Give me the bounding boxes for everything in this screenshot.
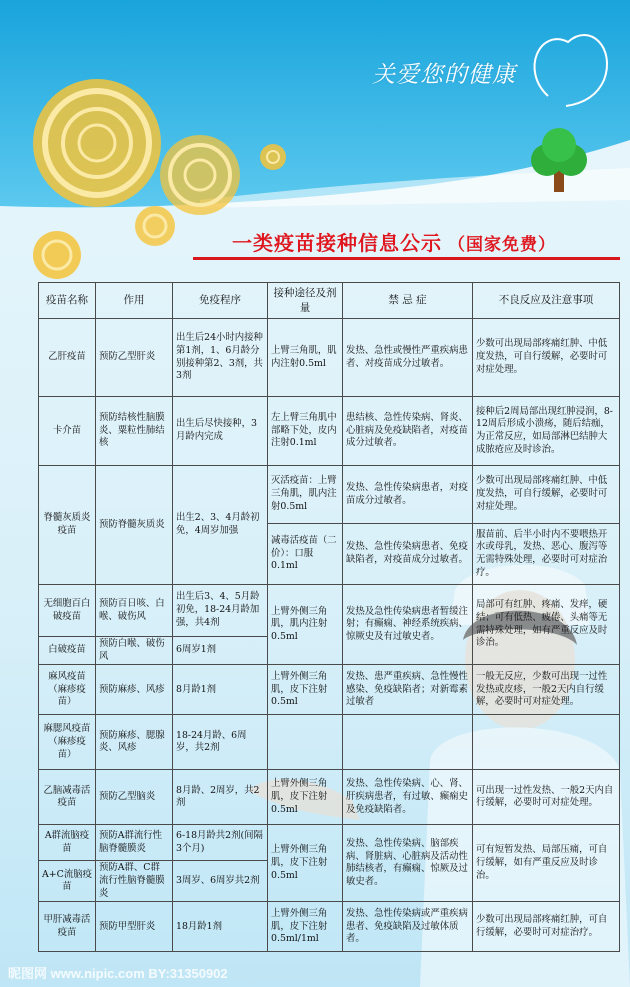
vaccine-contra: 发热、急性传染病患者、免疫缺陷者，对疫苗成分过敏者。 xyxy=(343,524,473,585)
col-header: 作用 xyxy=(96,283,173,319)
table-row xyxy=(39,902,620,952)
vaccine-effect: 预防A群、C群流行性脑脊髓膜炎 xyxy=(96,861,173,902)
vaccine-notes: 少数可出现局部疼痛红肿、中低度发热，可自行缓解，必要时可对症处理。 xyxy=(473,319,620,397)
vaccine-name: 甲肝减毒活疫苗 xyxy=(39,902,96,952)
title-main: 一类疫苗接种信息公示 xyxy=(232,231,442,255)
vaccine-effect: 预防脊髓灰质炎 xyxy=(96,466,173,585)
vaccine-notes: 一般无反应，少数可出现一过性发热或皮疹，一般2天内自行缓解，必要时可对症处理。 xyxy=(473,665,620,715)
vaccine-contra: 发热、急性传染病、脑部疾病、肾脏病、心脏病及活动性肺结核者，有癫痫、惊厥及过敏史者。 xyxy=(343,825,473,902)
vaccine-contra: 发热、患严重疾病、急性慢性感染、免疫缺陷者；对新霉素过敏者 xyxy=(343,665,473,715)
vaccine-schedule: 出生2、3、4月龄初免，4周岁加强 xyxy=(173,466,268,585)
vaccine-name: 乙脑减毒活疫苗 xyxy=(39,770,96,825)
vaccine-route xyxy=(268,715,343,770)
col-header: 禁 忌 症 xyxy=(343,283,473,319)
vaccine-effect: 预防A群流行性脑脊髓膜炎 xyxy=(96,825,173,861)
table-row xyxy=(39,466,620,524)
vaccine-effect: 预防结核性脑膜炎、粟粒性肺结核 xyxy=(96,397,173,466)
vaccine-effect: 预防麻疹、腮腺炎、风疹 xyxy=(96,715,173,770)
vaccine-notes: 可出现一过性发热、一般2天内自行缓解，必要时可对症处理。 xyxy=(473,770,620,825)
table-row xyxy=(39,665,620,715)
vaccine-schedule: 8月龄、2周岁，共2剂 xyxy=(173,770,268,825)
vaccine-name: A群流脑疫苗 xyxy=(39,825,96,861)
vaccine-notes xyxy=(473,715,620,770)
slogan: 关爱您的健康 xyxy=(372,62,516,88)
vaccine-schedule: 出生后24小时内接种第1剂，1、6月龄分别接种第2、3剂，共3剂 xyxy=(173,319,268,397)
vaccine-contra: 发热、急性或慢性严重疾病患者、对疫苗成分过敏者。 xyxy=(343,319,473,397)
vaccine-name: 麻风疫苗（麻疹疫苗） xyxy=(39,665,96,715)
table-row xyxy=(39,825,620,861)
col-header: 不良反应及注意事项 xyxy=(473,283,620,319)
table-row xyxy=(39,319,620,397)
col-header: 疫苗名称 xyxy=(39,283,96,319)
vaccine-route: 上臂三角肌，肌内注射0.5ml xyxy=(268,319,343,397)
table-row xyxy=(39,397,620,466)
vaccine-effect: 预防白喉、破伤风 xyxy=(96,637,173,665)
vaccine-schedule: 3周岁、6周岁共2剂 xyxy=(173,861,268,902)
vaccine-route: 减毒活疫苗（二价）：口服0.1ml xyxy=(268,524,343,585)
vaccine-route: 左上臂三角肌中部略下处，皮内注射0.1ml xyxy=(268,397,343,466)
page-title xyxy=(232,227,556,256)
vaccine-name: A+C流脑疫苗 xyxy=(39,861,96,902)
vaccine-name: 卡介苗 xyxy=(39,397,96,466)
table-row xyxy=(39,770,620,825)
vaccine-effect: 预防乙型脑炎 xyxy=(96,770,173,825)
vaccine-notes: 少数可出现局部疼痛红肿、中低度发热，可自行缓解，必要时可对症处理。 xyxy=(473,466,620,524)
vaccine-contra: 发热、急性传染病患者，对疫苗成分过敏者。 xyxy=(343,466,473,524)
vaccine-route: 上臂外侧三角肌，皮下注射0.5ml xyxy=(268,665,343,715)
vaccine-route: 上臂外侧三角肌，皮下注射0.5ml xyxy=(268,825,343,902)
vaccine-table xyxy=(38,282,620,952)
table-row xyxy=(39,715,620,770)
title-underline xyxy=(193,257,620,260)
col-header: 免疫程序 xyxy=(173,283,268,319)
vaccine-contra: 发热、急性传染病、心、肾、肝疾病患者，有过敏、癫痫史及免疫缺陷者。 xyxy=(343,770,473,825)
vaccine-schedule: 出生后尽快接种，3月龄内完成 xyxy=(173,397,268,466)
vaccine-notes: 服苗前、后半小时内不要喂热开水或母乳，发热、恶心、腹泻等无需特殊处理，必要时可对症治疗。 xyxy=(473,524,620,585)
vaccine-name: 脊髓灰质炎疫苗 xyxy=(39,466,96,585)
vaccine-effect: 预防乙型肝炎 xyxy=(96,319,173,397)
vaccine-schedule: 6-18月龄共2剂(间隔3个月) xyxy=(173,825,268,861)
vaccine-notes: 少数可出现局部疼痛红肿，可自行缓解，必要时可对症治疗。 xyxy=(473,902,620,952)
vaccine-contra: 患结核、急性传染病、肾炎、心脏病及免疫缺陷者，对疫苗成分过敏者。 xyxy=(343,397,473,466)
vaccine-effect: 预防甲型肝炎 xyxy=(96,902,173,952)
watermark-footer: 昵图网 www.nipic.com BY:31350902 xyxy=(8,966,228,981)
vaccine-route: 上臂外侧三角肌，皮下注射0.5ml xyxy=(268,770,343,825)
vaccine-notes: 可有短暂发热、局部压痛，可自行缓解，如有严重反应及时诊治。 xyxy=(473,825,620,902)
vaccine-effect: 预防百日咳、白喉、破伤风 xyxy=(96,585,173,637)
vaccine-name: 乙肝疫苗 xyxy=(39,319,96,397)
vaccine-contra xyxy=(343,715,473,770)
vaccine-schedule: 6周岁1剂 xyxy=(173,637,268,665)
vaccine-effect: 预防麻疹、风疹 xyxy=(96,665,173,715)
vaccine-notes: 接种后2周局部出现红肿浸润，8-12周后形成小溃疡，随后结痂，为正常反应，如局部淋巴结肿大成脓疮应及时诊治。 xyxy=(473,397,620,466)
vaccine-contra: 发热及急性传染病患者暂缓注射；有癫痫、神经系统疾病、惊厥史及有过敏史者。 xyxy=(343,585,473,665)
vaccine-name: 白破疫苗 xyxy=(39,637,96,665)
title-sub: （国家免费） xyxy=(448,235,556,255)
table-header xyxy=(39,283,620,319)
vaccine-route: 上臂外侧三角肌，肌内注射0.5ml xyxy=(268,585,343,665)
vaccine-contra: 发热、急性传染病或严重疾病患者、免疫缺陷及过敏体质者。 xyxy=(343,902,473,952)
vaccine-schedule: 8月龄1剂 xyxy=(173,665,268,715)
vaccine-name: 无细胞百白破疫苗 xyxy=(39,585,96,637)
col-header: 接种途径及剂量 xyxy=(268,283,343,319)
vaccine-schedule: 18-24月龄、6周岁，共2剂 xyxy=(173,715,268,770)
vaccine-schedule: 出生后3、4、5月龄初免，18-24月龄加强，共4剂 xyxy=(173,585,268,637)
vaccine-name: 麻腮风疫苗（麻疹疫苗） xyxy=(39,715,96,770)
vaccine-notes: 局部可有红肿、疼痛、发痒，硬结；可有低热、疲倦、头痛等无需特殊处理，如有严重反应及时诊治。 xyxy=(473,585,620,665)
vaccine-schedule: 18月龄1剂 xyxy=(173,902,268,952)
vaccine-route: 上臂外侧三角肌，皮下注射0.5ml/1ml xyxy=(268,902,343,952)
table-row xyxy=(39,585,620,637)
vaccine-route: 灭活疫苗：上臂三角肌，肌内注射0.5ml xyxy=(268,466,343,524)
